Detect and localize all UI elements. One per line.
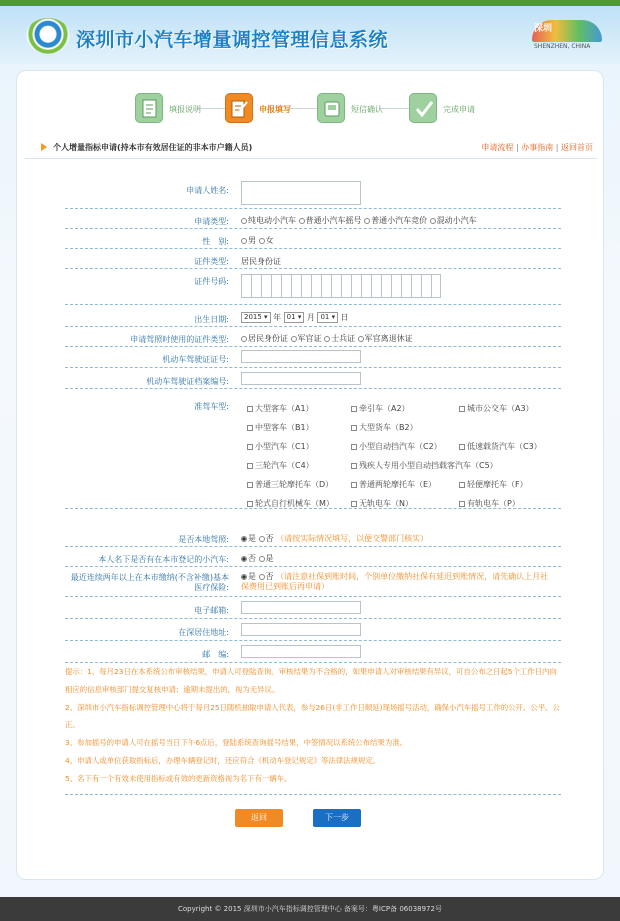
vehicle-type-label: 准驾车型:: [194, 402, 229, 411]
apply-type-option: 普通小汽车竞价: [371, 216, 428, 225]
row-vehicle-types: [65, 389, 561, 509]
birth-month-select[interactable]: 01 ▾: [284, 312, 305, 323]
vehicle-type-option: 普通三轮摩托车（D）: [255, 480, 334, 489]
vehicle-type-option: 三轮汽车（C4）: [255, 461, 314, 470]
row-local-license: [65, 509, 561, 547]
vehicle-type-option: 轮式自行机械车（M）: [255, 499, 334, 508]
birth-month-unit: 月: [306, 313, 315, 322]
local-license-label: 是否本地驾照:: [178, 535, 229, 544]
apply-type-label: 申请类型:: [194, 217, 229, 226]
license-doc-radio-retired[interactable]: [358, 336, 364, 342]
birth-date-selects: [241, 312, 349, 323]
vehicle-checkbox[interactable]: [351, 425, 357, 431]
license-file-input[interactable]: [241, 372, 361, 385]
step-label: 申报填写: [259, 105, 291, 114]
has-car-yes: 是: [265, 554, 274, 563]
license-file-label: 机动车驾驶证档案编号:: [146, 377, 229, 386]
row-has-car: [65, 547, 561, 567]
social-options: [241, 572, 555, 592]
gender-options: [241, 235, 274, 246]
vehicle-checkbox[interactable]: [459, 406, 465, 412]
edit-form-icon: [225, 93, 253, 123]
vehicle-checkbox[interactable]: [459, 482, 465, 488]
apply-type-radio-hybrid[interactable]: [430, 218, 436, 224]
vehicle-checkbox[interactable]: [247, 501, 253, 507]
row-postcode: [65, 641, 561, 663]
row-license-no: [65, 347, 561, 368]
license-doc-label: 申请驾照时使用的证件类型:: [130, 335, 229, 344]
step-complete: [409, 93, 499, 125]
social-label: 最近连续两年以上在本市缴纳(不含补缴)基本医疗保险:: [70, 573, 229, 592]
postcode-input[interactable]: [241, 645, 361, 658]
vehicle-type-option: 大型客车（A1）: [255, 404, 314, 413]
gender-option: 男: [248, 236, 256, 245]
row-license-file: [65, 368, 561, 389]
notice-item: 5、名下有一个有效未使用指标或有效的更新资格视为名下有一辆车。: [65, 773, 292, 783]
apply-type-option: 混动小汽车: [436, 216, 477, 225]
birth-year-unit: 年: [273, 313, 282, 322]
gender-label: 性 别:: [202, 237, 229, 246]
shenzhen-logo-en: SHENZHEN, CHINA: [534, 43, 591, 50]
vehicle-checkbox[interactable]: [247, 425, 253, 431]
step-sms-confirm: [317, 93, 407, 125]
notice-item: 3、参加摇号的申请人可在摇号当日下午6点后，登陆系统查询摇号结果，中签情况以系统公布结果为准。: [65, 738, 407, 748]
license-no-label: 机动车驾驶证证号:: [162, 355, 229, 364]
sms-icon: [317, 93, 345, 123]
apply-type-option: 纯电动小汽车: [248, 216, 296, 225]
shenzhen-logo: [532, 20, 602, 52]
main-panel: [16, 70, 604, 880]
local-license-options: [241, 533, 428, 544]
birth-day-select[interactable]: 01 ▾: [317, 312, 338, 323]
row-id-number: [65, 269, 561, 305]
back-button[interactable]: 返回: [235, 809, 283, 827]
row-apply-type: [65, 209, 561, 229]
id-number-label: 证件号码:: [194, 277, 229, 286]
notice-item: 2、深圳市小汽车指标调控管理中心将于每月25日随机抽取申请人代表，参与26日(非工作日顺延)现场摇号活动，确保小汽车摇号工作的公开、公平、公正。: [65, 702, 560, 730]
vehicle-checkbox[interactable]: [459, 501, 465, 507]
row-id-type: [65, 249, 561, 269]
header: [0, 6, 620, 64]
link-apply-process[interactable]: 申请流程: [481, 143, 514, 152]
shenzhen-logo-text: 深圳: [534, 24, 553, 34]
row-name: [65, 177, 561, 209]
gender-radio-male[interactable]: [241, 238, 247, 244]
apply-type-options: [241, 215, 477, 226]
notice-item: 提示：1、每月23日在本系统公布审核结果，申请人可登陆查询。审核结果为不合格的，如果申请人对审核结果有异议，可自公布之日起5个工作日内向相应的信息审核部门提交复核申请；逾期未提出的，视为无异议。: [65, 667, 557, 694]
vehicle-checkbox[interactable]: [247, 482, 253, 488]
vehicle-type-option: 城市公交车（A3）: [467, 404, 534, 413]
step-label: 短信确认: [351, 105, 383, 114]
address-input[interactable]: [241, 623, 361, 636]
step-label: 填报说明: [169, 105, 201, 114]
license-no-input[interactable]: [241, 350, 361, 363]
step-label: 完成申请: [443, 105, 475, 114]
has-car-radio-no[interactable]: [241, 556, 247, 562]
vehicle-type-option: 普通两轮摩托车（E）: [359, 480, 437, 489]
link-separator: |: [555, 143, 559, 152]
email-input[interactable]: [241, 601, 361, 614]
license-doc-option: 士兵证: [331, 334, 356, 343]
apply-type-radio-ev[interactable]: [241, 218, 247, 224]
gender-radio-female[interactable]: [259, 238, 265, 244]
local-license-hint: （请按实际情况填写，以便交警部门核实）: [276, 534, 429, 543]
license-doc-option: 军官离退休证: [364, 334, 413, 343]
row-address: [65, 619, 561, 641]
license-doc-options: [241, 333, 413, 344]
address-label: 在深居住地址:: [178, 628, 229, 637]
checkmark-icon: [409, 93, 437, 123]
local-license-radio-no[interactable]: [259, 536, 265, 542]
row-social-insurance: [65, 567, 561, 597]
name-input[interactable]: [241, 181, 361, 205]
birth-year-select[interactable]: 2015 ▾: [241, 312, 271, 323]
license-doc-radio-id[interactable]: [241, 336, 247, 342]
id-number-input[interactable]: [241, 274, 441, 298]
link-guide[interactable]: 办事指南: [521, 143, 554, 152]
vehicle-type-option: 残疾人专用小型自动挡载客汽车（C5）: [359, 461, 498, 470]
birth-label: 出生日期:: [194, 315, 229, 324]
social-no: 否: [265, 572, 274, 581]
license-doc-radio-officer[interactable]: [291, 336, 297, 342]
apply-type-option: 普通小汽车摇号: [305, 216, 362, 225]
site-title: 深圳市小汽车增量调控管理信息系统: [76, 29, 389, 51]
has-car-no: 否: [248, 554, 256, 563]
vehicle-checkbox[interactable]: [459, 444, 465, 450]
form-title-bar: [25, 137, 597, 159]
gender-option: 女: [265, 236, 274, 245]
vehicle-type-option: 有轨电车（P）: [467, 499, 520, 508]
row-license-doc: [65, 327, 561, 347]
form-title: 个人增量指标申请(持本市有效居住证的非本市户籍人员): [53, 143, 253, 152]
social-radio-no[interactable]: [259, 574, 265, 580]
notice-box: [65, 663, 561, 795]
has-car-label: 本人名下是否有在本市登记的小汽车:: [98, 555, 229, 564]
next-step-button[interactable]: 下一步: [313, 809, 361, 827]
footer-copyright: Copyright © 2015 深圳市小汽车指标调控管理中心 备案号：粤ICP备 06038972号: [0, 897, 620, 921]
apply-type-radio-lottery[interactable]: [299, 218, 305, 224]
vehicle-type-option: 低速载货汽车（C3）: [467, 442, 542, 451]
link-separator: |: [515, 143, 519, 152]
local-license-yes: 是: [248, 534, 256, 543]
license-doc-option: 居民身份证: [248, 334, 288, 343]
has-car-options: [241, 553, 274, 564]
license-doc-radio-soldier[interactable]: [324, 336, 330, 342]
social-radio-yes[interactable]: [241, 574, 247, 580]
link-home[interactable]: 返回首页: [561, 143, 593, 152]
row-gender: [65, 229, 561, 249]
vehicle-checkbox[interactable]: [247, 463, 253, 469]
social-yes: 是: [248, 572, 256, 581]
step-fill-form: [225, 93, 315, 125]
local-license-no: 否: [265, 534, 274, 543]
has-car-radio-yes[interactable]: [259, 556, 265, 562]
id-type-label: 证件类型:: [194, 257, 229, 266]
row-email: [65, 597, 561, 619]
title-links: [481, 142, 593, 153]
vehicle-checkbox[interactable]: [247, 444, 253, 450]
vehicle-type-option: 轻便摩托车（F）: [467, 480, 528, 489]
id-type-value: 居民身份证: [241, 257, 281, 266]
vehicle-checkbox[interactable]: [351, 463, 357, 469]
document-icon: [135, 93, 163, 123]
arrow-right-icon: [41, 143, 47, 151]
vehicle-type-option: 小型自动挡汽车（C2）: [359, 442, 442, 451]
step-instructions: [135, 93, 225, 125]
vehicle-type-option: 小型汽车（C1）: [255, 442, 314, 451]
row-birth-date: [65, 305, 561, 327]
vehicle-checkbox[interactable]: [351, 482, 357, 488]
site-logo-icon[interactable]: [26, 18, 70, 54]
apply-type-radio-bid[interactable]: [364, 218, 370, 224]
name-label: 申请人姓名:: [186, 186, 229, 195]
social-hint: （请注意社保到账时间，个别单位缴纳社保有延迟到账情况，请先确认上月社保费用已到账后再申请）: [241, 572, 549, 591]
vehicle-type-option: 牵引车（A2）: [359, 404, 410, 413]
postcode-label: 邮 编:: [202, 650, 229, 659]
email-label: 电子邮箱:: [194, 606, 229, 615]
local-license-radio-yes[interactable]: [241, 536, 247, 542]
vehicle-type-option: 大型货车（B2）: [359, 423, 418, 432]
vehicle-type-option: 无轨电车（N）: [359, 499, 413, 508]
vehicle-checkbox[interactable]: [247, 406, 253, 412]
birth-day-unit: 日: [340, 313, 349, 322]
vehicle-checkbox[interactable]: [351, 406, 357, 412]
vehicle-checkbox[interactable]: [351, 501, 357, 507]
notice-item: 4、申请人或单位获取指标后，办理车辆登记时，还应符合《机动车登记规定》等法律法规规定。: [65, 755, 381, 765]
vehicle-checkbox[interactable]: [351, 444, 357, 450]
license-doc-option: 军官证: [297, 334, 322, 343]
vehicle-type-option: 中型客车（B1）: [255, 423, 314, 432]
